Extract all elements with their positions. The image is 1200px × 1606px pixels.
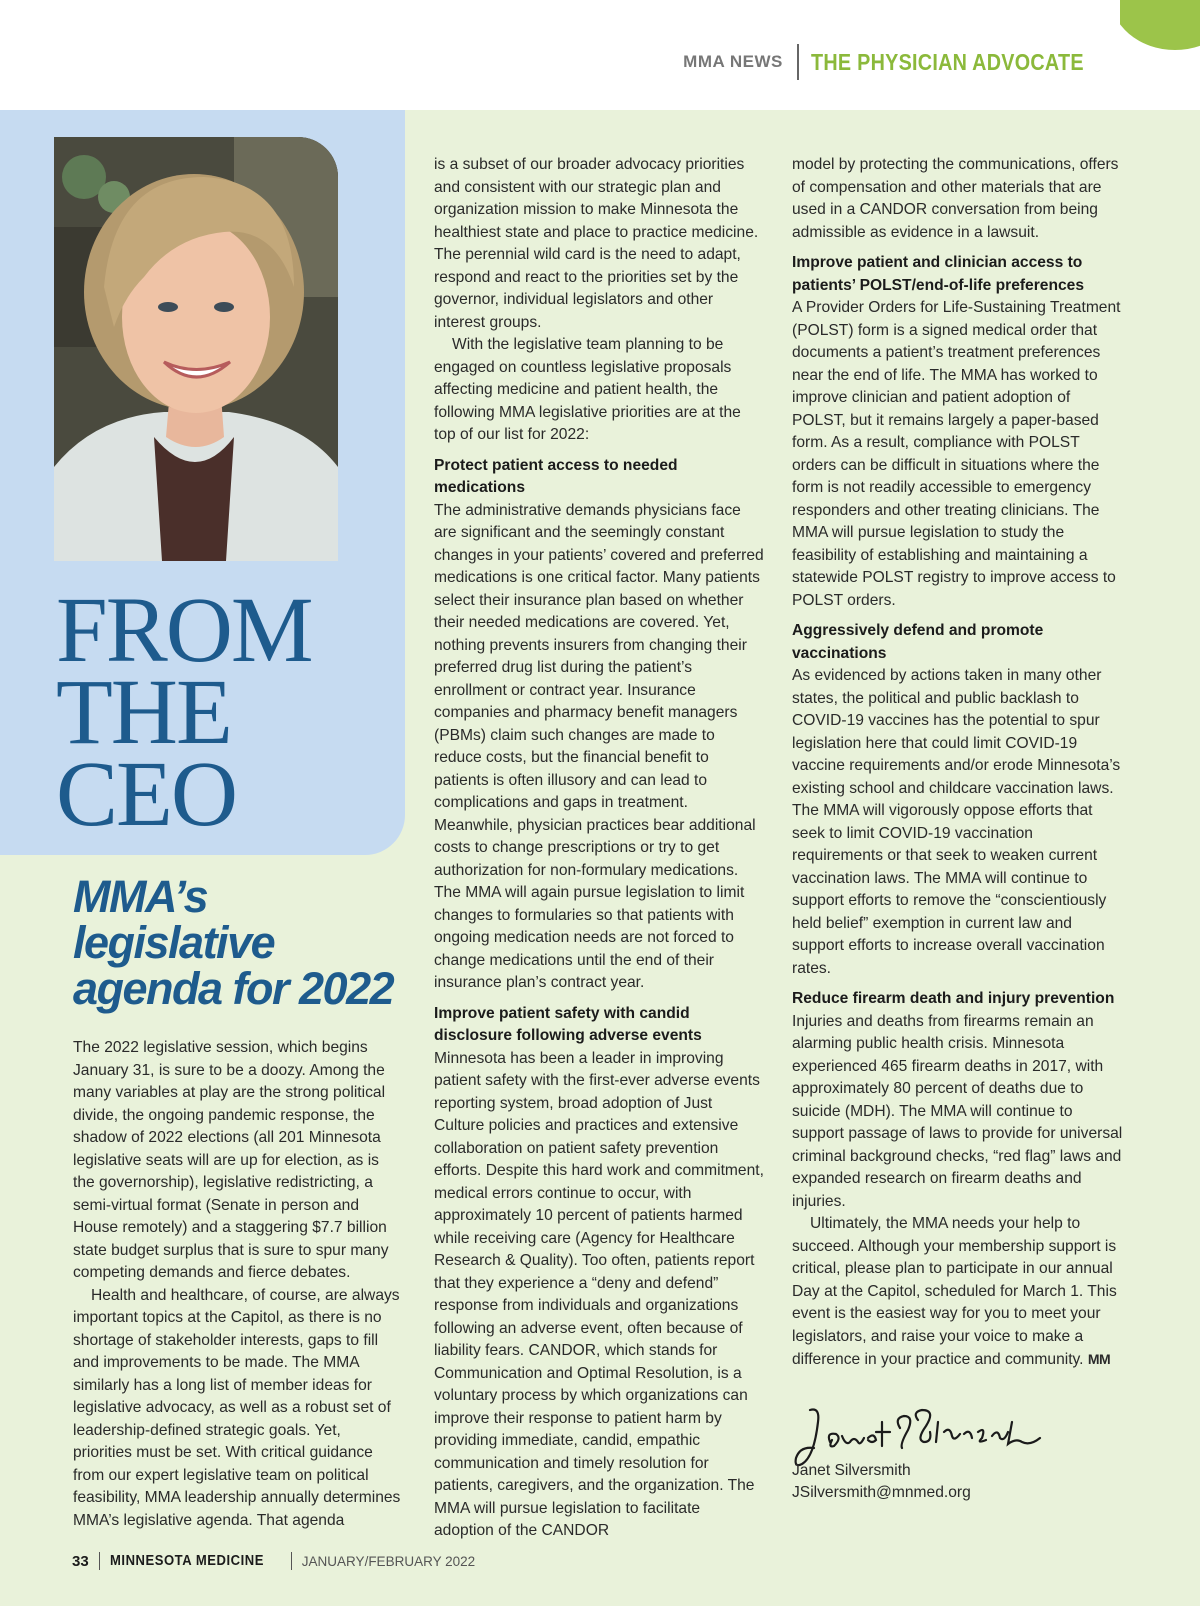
paragraph: is a subset of our broader advocacy priorities and consistent with our strategic plan and organization mission to make Minnesota the healthiest state and place to practice medicine. The perennial wild card is the need to adapt, respond and react to the priorities set by the governor, individual legislators and other interest groups. [434,156,759,331]
issue-date: JANUARY/FEBRUARY 2022 [301,1553,476,1569]
section-label: MMA NEWS [683,44,799,80]
magazine-name: MINNESOTA MEDICINE [109,1553,264,1569]
headline-line-1: MMA’s [73,871,208,922]
page-number: 33 [72,1552,89,1570]
paragraph: Minnesota has been a leader in improving patient safety with the first-ever adverse events reporting system, broad adoption of Just Culture policies and practices and extensive collaboration on patient safety prevention efforts. Despite this hard work and commitment, medical errors continue to occur, with approximately 10 percent of patients harmed while receiving care (Agency for Healthcare Research & Quality). Too often, patients report that they experience a “deny and defend” response from individuals and organizations following an adverse event, often because of liability fears. CANDOR, which stands for Communication and Optimal Resolution, is a voluntary process by which organizations can improve their response to patient harm by providing immediate, candid, empathic communication and timely resolution for patients, caregivers, and the organization. The MMA will pursue legislation to facilitate adoption of the CANDOR [434,1049,764,1539]
subheading: Improve patient and clinician access to patients’ POLST/end-of-life preferences [792,254,1085,294]
page-footer [72,1552,475,1570]
closing-paragraph [792,1213,1127,1372]
title-line-2: THE [56,661,231,764]
subheading: Reduce firearm death and injury prevention [792,990,1115,1007]
paragraph: With the legislative team planning to be engaged on countless legislative proposals affecting medicine and patient health, the following MMA legislative priorities are at the top of our list for 2022: [434,336,741,443]
subheading: Aggressively defend and promote vaccinations [792,622,1044,662]
signature-name: Janet Silversmith [792,1462,911,1479]
article-headline [73,871,413,1014]
title-line-3: CEO [56,743,236,846]
footer-divider [291,1552,292,1570]
body-column-2 [434,154,764,1543]
corner-accent [1120,0,1200,70]
paragraph: As evidenced by actions taken in many other states, the political and public backlash to COVID-19 vaccines has the potential to spur legislation here that could limit COVID-19 vaccine requirements and/or erode Minnesota’s existing school and childcare vaccination laws. The MMA will vigorously oppose efforts that seek to limit COVID-19 vaccination requirements or that seek to weaken current vaccination laws. The MMA will continue to support efforts to remove the “conscientiously held belief” exemption in current law and support efforts to increase overall vaccination rates. [792,667,1121,977]
from-the-ceo-title [56,579,312,846]
subheading: Improve patient safety with candid disclosure following adverse events [434,1004,702,1044]
headline-line-2: legislative [73,917,275,968]
body-column-1 [73,1037,403,1532]
end-mark: MM [1087,1351,1111,1367]
signature-email: JSilversmith@mnmed.org [792,1484,971,1501]
paragraph: model by protecting the communications, offers of compensation and other materials that are used in a CANDOR conversation from being admissible as evidence in a lawsuit. [792,156,1119,241]
paragraph: The 2022 legislative session, which begins January 31, is sure to be a doozy. Among the many variables at play are the strong political divide, the ongoing pandemic response, the shadow of 2022 elections (all 201 Minnesota legislative seats will are up for election, as is the governorship), legislative redistricting, a semi-virtual format (Senate in person and House remotely) and a staggering $7.7 billion state budget surplus that is sure to spur many competing demands and fierce debates. [73,1039,389,1281]
headline-line-3: agenda for 2022 [73,963,394,1014]
paragraph: Injuries and deaths from firearms remain an alarming public health crisis. Minnesota experienced 465 firearm deaths in 2017, with approximately 80 percent of deaths due to suicide (MDH). The MMA will continue to support passage of laws to provide for universal criminal background checks, “red flag” laws and expanded research on firearm deaths and injuries. [792,1012,1123,1210]
paragraph: A Provider Orders for Life-Sustaining Treatment (POLST) form is a signed medical order that documents a patient’s treatment preferences near the end of life. The MMA has worked to improve clinician and patient adoption of POLST, but it remains largely a paper-based form. As a result, compliance with POLST orders can be difficult in situations where the form is not readily accessible to emergency responders and other treating clinicians. The MMA will pursue legislation to study the feasibility of establishing and maintaining a statewide POLST registry to improve access to POLST orders. [792,299,1121,609]
closing-text: Ultimately, the MMA needs your help to succeed. Although your membership support is critical, please plan to participate in our annual Day at the Capitol, scheduled for March 1. This event is the easiest way for you to meet your legislators, and raise your voice to make a difference in your practice and community. [792,1215,1117,1368]
footer-divider [99,1552,100,1570]
paragraph: Health and healthcare, of course, are always important topics at the Capitol, as there is no shortage of stakeholder interests, gaps to fill and improvements to be made. The MMA similarly has a long list of member ideas for legislative advocacy, as well as a robust set of leadership-defined strategic goals. Yet, priorities must be set. With critical guidance from our expert legislative team on political feasibility, MMA leadership annually determines MMA’s legislative agenda. That agenda [73,1286,401,1529]
subheading: Protect patient access to needed medications [434,456,678,496]
portrait-illustration [54,137,338,561]
title-line-1: FROM [56,579,312,682]
paragraph: The administrative demands physicians face are significant and the seemingly constant changes in your patients’ covered and preferred medications is one critical factor. Many patients select their insurance plan based on whether their needed medications are covered. Yet, nothing prevents insurers from changing their preferred drug list during the patient’s enrollment or contract year. Insurance companies and pharmacy benefit managers (PBMs) claim such changes are made to reduce costs, but the financial benefit to patients is often illusory and can lead to complications and gaps in treatment. Meanwhile, physician practices bear additional costs to change prescriptions or try to get authorization for non-formulary medications. The MMA will again pursue legislation to limit changes to formularies so that patients with ongoing medication needs are not forced to change medications until the end of their insurance plan’s contract year. [434,501,764,991]
masthead [683,44,1130,80]
column-label: THE PHYSICIAN ADVOCATE [810,48,1084,75]
body-column-3 [792,154,1127,1372]
ceo-portrait [54,137,338,561]
corner-accent-shape [1120,0,1200,50]
